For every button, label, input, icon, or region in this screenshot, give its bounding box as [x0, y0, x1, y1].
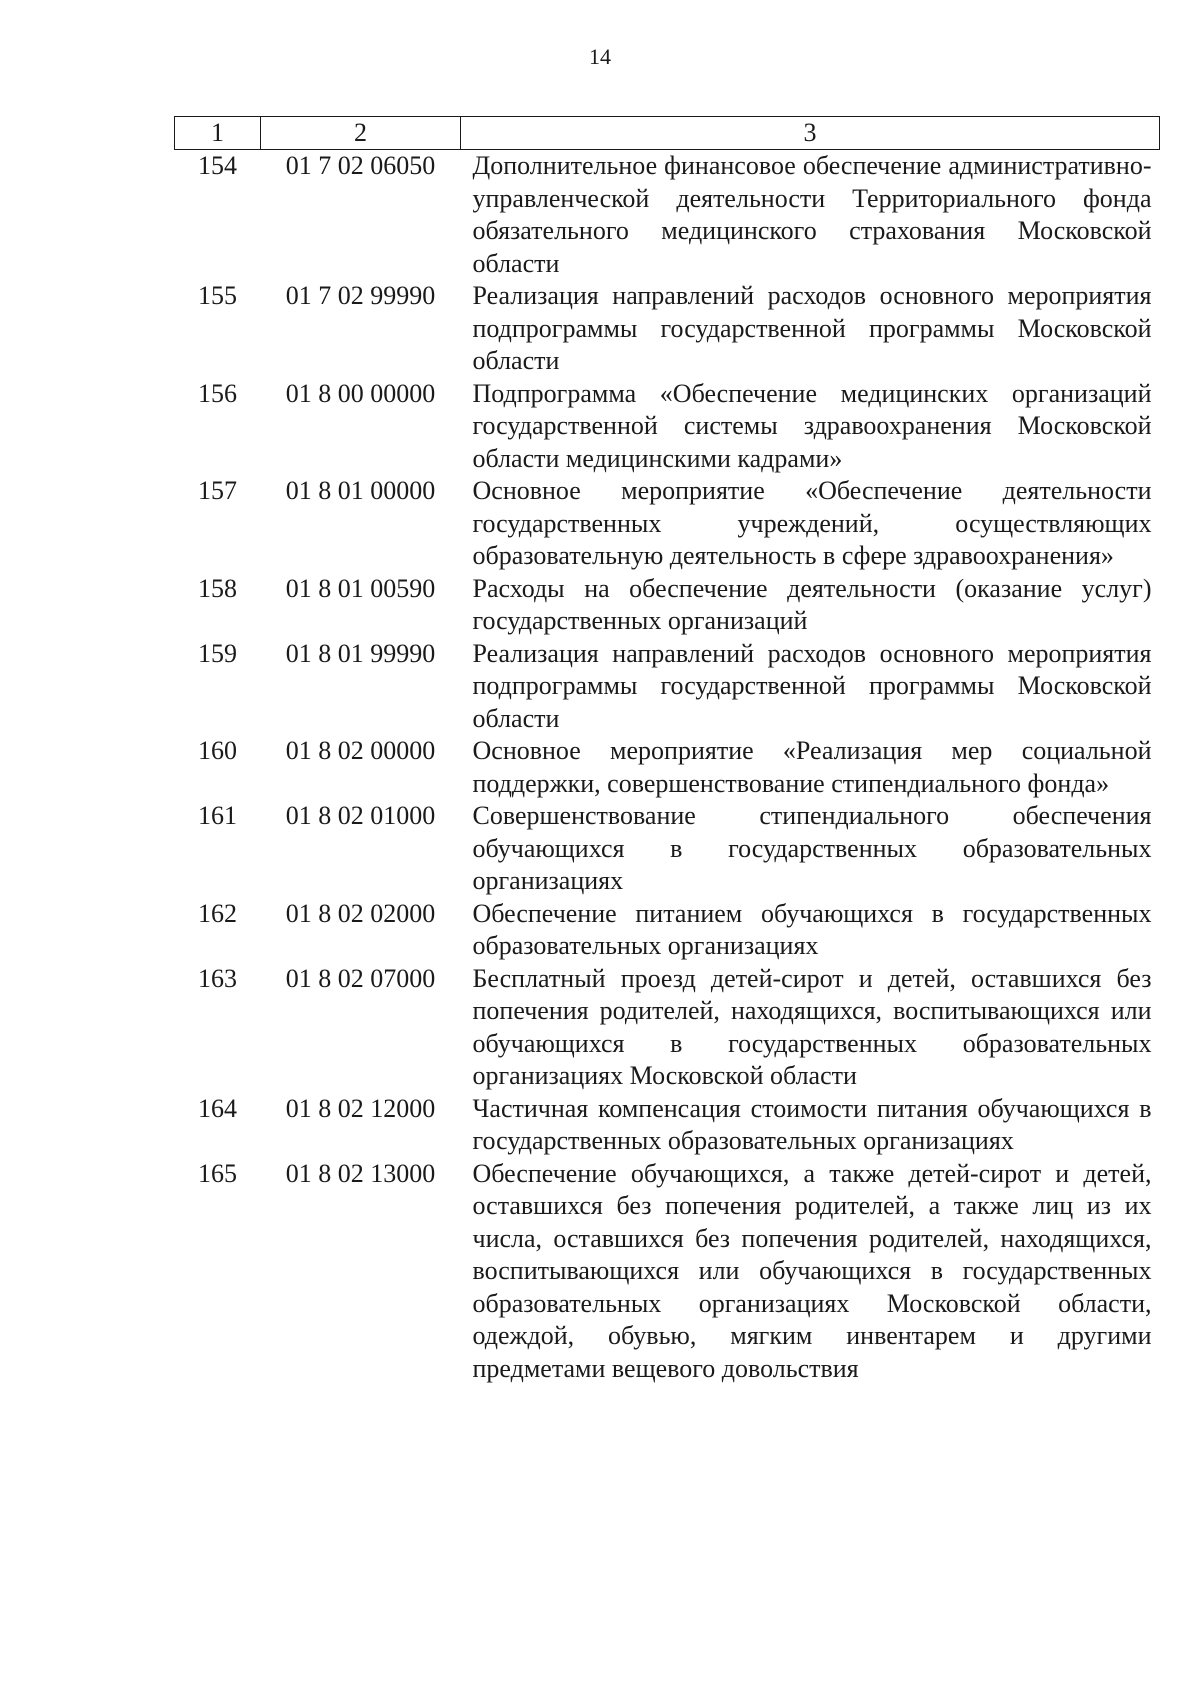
row-number: 154: [198, 151, 237, 180]
column-header-3: 3: [461, 117, 1160, 150]
row-number: 163: [198, 963, 237, 993]
row-number: 162: [198, 898, 237, 928]
table-row: [175, 150, 1160, 281]
row-description: Основное мероприятие «Обеспечение деятельности государственных учреждений, осуществляющих образовательную деятельность в сфере здравоохранения»: [472, 476, 1152, 570]
column-header-1: 1: [175, 117, 261, 150]
column-header-2: 2: [261, 117, 461, 150]
row-description: Обеспечение питанием обучающихся в государственных образовательных организациях: [472, 898, 1152, 960]
row-description: Частичная компенсация стоимости питания обучающихся в государственных образовательных организациях: [472, 1093, 1152, 1155]
row-code: 01 8 01 00590: [285, 573, 436, 603]
row-number: 156: [198, 378, 237, 408]
row-number: 160: [198, 736, 237, 765]
table-row: [175, 898, 1160, 963]
row-code: 01 8 02 00000: [285, 736, 436, 765]
table-row: [175, 963, 1160, 1093]
row-code: 01 7 02 99990: [285, 281, 436, 310]
row-number: 158: [198, 573, 237, 603]
row-code: 01 8 02 12000: [285, 1093, 436, 1123]
table-header-row: [175, 117, 1160, 150]
row-description: Расходы на обеспечение деятельности (оказание услуг) государственных организаций: [472, 573, 1152, 635]
budget-classification-table: [174, 116, 1160, 1385]
table-row: [175, 638, 1160, 736]
table-row: [175, 800, 1160, 898]
row-code: 01 8 02 01000: [285, 801, 436, 830]
row-number: 155: [198, 281, 237, 310]
row-description: Совершенствование стипендиального обеспечения обучающихся в государственных образовательных организациях: [472, 801, 1152, 895]
row-number: 165: [198, 1158, 237, 1188]
row-description: Бесплатный проезд детей-сирот и детей, оставшихся без попечения родителей, находящихся, воспитывающихся или обучающихся в государственных образовательных организациях Московской области: [472, 963, 1152, 1090]
table-row: [175, 1158, 1160, 1386]
row-description: Подпрограмма «Обеспечение медицинских организаций государственной системы здравоохранения Московской области медицинскими кадрами»: [472, 378, 1152, 473]
row-code: 01 8 01 99990: [285, 638, 436, 668]
row-number: 157: [198, 476, 237, 505]
row-code: 01 8 02 13000: [285, 1158, 436, 1188]
table-row: [175, 1093, 1160, 1158]
row-code: 01 8 01 00000: [285, 476, 436, 505]
row-code: 01 7 02 06050: [285, 151, 436, 180]
row-description: Обеспечение обучающихся, а также детей-сирот и детей, оставшихся без попечения родителей, а также лиц из их числа, оставшихся без попечения родителей, находящихся, воспитывающихся или обучающихся в государственных образовательных организациях Московской области, одеждой, обувью, мягким инвентарем и другими предметами вещевого довольствия: [472, 1158, 1152, 1383]
row-code: 01 8 02 07000: [285, 963, 436, 993]
row-number: 164: [198, 1093, 237, 1123]
row-number: 159: [198, 638, 237, 668]
table-row: [175, 280, 1160, 378]
row-code: 01 8 02 02000: [285, 898, 436, 928]
row-description: Основное мероприятие «Реализация мер социальной поддержки, совершенствование стипендиального фонда»: [472, 736, 1152, 798]
row-description: Дополнительное финансовое обеспечение административно-управленческой деятельности Территориального фонда обязательного медицинского страхования Московской области: [472, 151, 1152, 278]
row-description: Реализация направлений расходов основного мероприятия подпрограммы государственной программы Московской области: [472, 281, 1152, 375]
row-description: Реализация направлений расходов основного мероприятия подпрограммы государственной программы Московской области: [472, 638, 1152, 733]
table-row: [175, 378, 1160, 476]
row-code: 01 8 00 00000: [285, 378, 436, 408]
page-number: 14: [589, 44, 611, 69]
row-number: 161: [198, 801, 237, 830]
table-row: [175, 573, 1160, 638]
table-row: [175, 735, 1160, 800]
table-row: [175, 475, 1160, 573]
